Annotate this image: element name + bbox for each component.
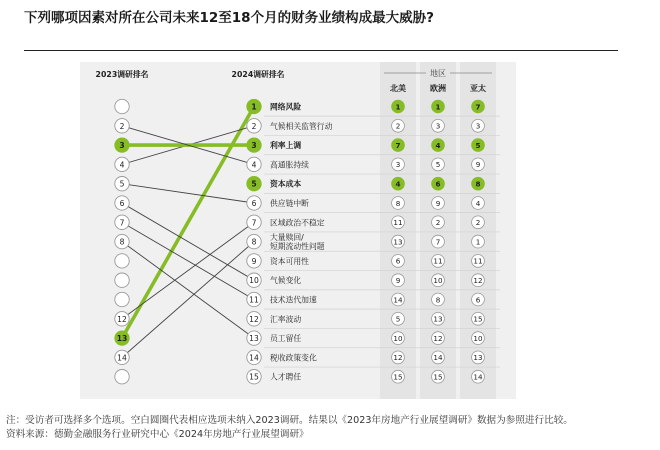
region-rank-label: 6 bbox=[395, 256, 401, 266]
rank-2024-label: 7 bbox=[251, 218, 257, 228]
region-rank-label: 12 bbox=[393, 353, 403, 363]
region-header: 地区 bbox=[430, 69, 446, 78]
rank-2023-label: 5 bbox=[119, 179, 125, 189]
right-header: 2024调研排名 bbox=[231, 70, 285, 79]
factor-label: 区域政治不稳定 bbox=[270, 218, 325, 228]
region-rank-label: 7 bbox=[475, 102, 481, 112]
rank-2023-label: 6 bbox=[119, 199, 125, 208]
region-rank-label: 7 bbox=[395, 140, 401, 150]
empty-rank-circle bbox=[115, 254, 129, 268]
rank-2023-label: 13 bbox=[116, 334, 128, 344]
rank-2023-label: 14 bbox=[117, 353, 127, 363]
region-rank-label: 11 bbox=[473, 256, 483, 266]
rank-2024-label: 1 bbox=[251, 102, 257, 112]
rank-2023-label: 3 bbox=[119, 141, 125, 151]
footnote-note: 注：受访者可选择多个选项。空白圆圈代表相应选项未纳入2023调研。结果以《2023年房地产行业展望调研》数据为参照进行比较。 bbox=[6, 415, 573, 426]
region-rank-label: 14 bbox=[393, 295, 403, 305]
region-rank-label: 1 bbox=[475, 237, 481, 247]
rank-2024-label: 3 bbox=[251, 141, 257, 151]
region-rank-label: 10 bbox=[393, 333, 403, 343]
rank-2024-label: 13 bbox=[249, 334, 259, 344]
factor-label: 资本可用性 bbox=[270, 256, 309, 266]
rank-2023-label: 7 bbox=[119, 218, 125, 228]
region-rank-label: 6 bbox=[475, 295, 481, 305]
region-rank-label: 11 bbox=[393, 218, 403, 228]
left-header: 2023调研排名 bbox=[95, 70, 149, 79]
region-rank-label: 2 bbox=[475, 218, 481, 228]
region-rank-label: 6 bbox=[435, 179, 441, 189]
region-rank-label: 11 bbox=[433, 256, 443, 266]
region-rank-label: 15 bbox=[393, 372, 403, 382]
region-rank-label: 9 bbox=[435, 198, 441, 208]
empty-rank-circle bbox=[115, 370, 129, 384]
region-rank-label: 10 bbox=[433, 276, 443, 285]
factor-label: 大量赎回/ bbox=[270, 233, 304, 243]
factor-label: 员工留任 bbox=[270, 334, 302, 344]
region-rank-label: 3 bbox=[395, 160, 401, 170]
rank-2023-label: 12 bbox=[117, 314, 127, 324]
region-label-eu: 欧洲 bbox=[430, 84, 446, 93]
region-rank-label: 5 bbox=[435, 160, 441, 170]
chart-title: 下列哪项因素对所在公司未来12至18个月的财务业绩构成最大威胁? bbox=[24, 10, 434, 26]
rank-2024-label: 2 bbox=[251, 121, 257, 131]
region-rank-label: 1 bbox=[395, 102, 401, 112]
region-rank-label: 1 bbox=[435, 102, 441, 112]
rank-2024-label: 12 bbox=[249, 314, 259, 324]
region-rank-label: 2 bbox=[395, 121, 401, 131]
factor-label: 资本成本 bbox=[270, 179, 302, 189]
region-rank-label: 3 bbox=[475, 121, 481, 131]
region-rank-label: 14 bbox=[473, 372, 483, 382]
factor-label: 气候相关监管行动 bbox=[270, 121, 333, 131]
factor-label: 税收政策变化 bbox=[270, 353, 317, 363]
region-rank-label: 13 bbox=[433, 314, 443, 324]
footnote-source: 资料来源：德勤金融服务行业研究中心《2024年房地产行业展望调研》 bbox=[6, 429, 309, 440]
factor-label: 气候变化 bbox=[270, 276, 302, 286]
rank-2024-label: 11 bbox=[249, 295, 259, 305]
rank-2024-label: 5 bbox=[251, 179, 257, 189]
rank-2023-column bbox=[115, 99, 129, 384]
region-rank-label: 8 bbox=[475, 179, 481, 189]
rank-2024-label: 15 bbox=[249, 372, 259, 382]
region-rank-label: 7 bbox=[435, 237, 441, 247]
factor-label: 汇率波动 bbox=[270, 314, 302, 324]
rank-2023-label: 4 bbox=[119, 160, 125, 170]
region-label-na: 北美 bbox=[390, 84, 406, 93]
footnotes bbox=[6, 414, 656, 442]
region-rank-label: 4 bbox=[475, 198, 481, 208]
factor-label: 人才聘任 bbox=[270, 372, 302, 382]
region-rank-label: 2 bbox=[435, 218, 441, 228]
factor-label: 供应链中断 bbox=[270, 199, 309, 208]
region-label-ap: 亚太 bbox=[470, 84, 486, 93]
factor-label: 技术迭代加速 bbox=[270, 295, 317, 305]
region-rank-label: 13 bbox=[393, 237, 403, 247]
empty-rank-circle bbox=[115, 292, 129, 306]
region-rank-label: 5 bbox=[475, 140, 481, 150]
empty-rank-circle bbox=[115, 99, 129, 113]
region-rank-label: 9 bbox=[395, 276, 401, 285]
region-rank-label: 10 bbox=[473, 333, 483, 343]
region-rank-label: 5 bbox=[395, 314, 401, 324]
region-rank-label: 15 bbox=[473, 314, 483, 324]
rank-2024-label: 8 bbox=[251, 237, 257, 247]
region-rank-label: 12 bbox=[473, 276, 483, 285]
rank-2024-label: 9 bbox=[251, 256, 257, 266]
rank-2024-label: 6 bbox=[251, 199, 257, 208]
region-rank-label: 3 bbox=[435, 121, 441, 131]
rank-2023-label: 8 bbox=[119, 237, 125, 247]
rank-2024-label: 4 bbox=[251, 160, 257, 170]
region-rank-label: 8 bbox=[395, 198, 401, 208]
empty-rank-circle bbox=[115, 273, 129, 287]
factor-label: 短期流动性问题 bbox=[270, 242, 325, 252]
rank-2024-label: 14 bbox=[249, 353, 259, 363]
region-rank-label: 13 bbox=[473, 353, 483, 363]
rank-2023-label: 2 bbox=[119, 121, 125, 131]
region-rank-label: 15 bbox=[433, 372, 443, 382]
region-rank-label: 8 bbox=[435, 295, 441, 305]
region-rank-label: 12 bbox=[433, 333, 443, 343]
factor-label: 高通胀持续 bbox=[270, 160, 309, 170]
factor-label: 网络风险 bbox=[270, 102, 302, 112]
factor-label: 利率上调 bbox=[270, 141, 302, 151]
region-rank-label: 14 bbox=[433, 353, 443, 363]
rank-2024-label: 10 bbox=[249, 276, 259, 286]
region-rank-label: 4 bbox=[435, 140, 441, 150]
region-rank-label: 9 bbox=[475, 160, 481, 170]
region-rank-label: 4 bbox=[395, 179, 401, 189]
